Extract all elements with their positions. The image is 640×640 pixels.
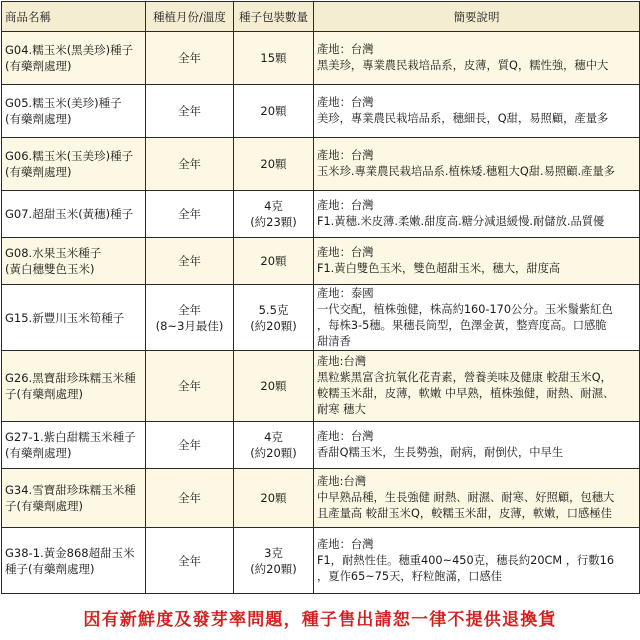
product-name-line: G05.糯玉米(美珍)種子 (5, 96, 122, 110)
quantity-cell (234, 528, 314, 594)
quantity-cell (234, 32, 314, 85)
quantity-line: (約20顆) (250, 561, 297, 576)
table-row (2, 422, 640, 469)
season-cell (146, 351, 234, 422)
product-name-cell (2, 469, 146, 528)
product-name-line: (有藥劑處理) (5, 165, 72, 179)
description-line: 產地:台灣 (317, 355, 366, 368)
description-line: 產地：台灣 (317, 246, 374, 259)
description-line: F1，耐熱性佳。穗重400~450克，穗長約20CM ，行數16 (317, 553, 615, 567)
season-line: 全年 (178, 254, 201, 268)
description-line: 且產量高 較甜玉米Q，較糯玉米甜，皮薄，軟嫩，口感極佳 (317, 507, 612, 520)
quantity-line: 20顆 (260, 157, 287, 171)
season-cell (146, 191, 234, 238)
product-name-line: 子(有藥劑處理) (5, 499, 83, 513)
season-cell (146, 528, 234, 594)
product-name-line: G06.糯玉米(玉美珍)種子 (5, 149, 134, 163)
header-description: 簡要說明 (314, 2, 640, 32)
product-name-line: 種子(有藥劑處理) (5, 561, 95, 576)
description-line: 產地：台灣 (317, 96, 374, 109)
quantity-line: 20顆 (260, 254, 287, 268)
quantity-cell (234, 285, 314, 351)
product-name-cell (2, 285, 146, 351)
table-row (2, 85, 640, 138)
season-cell (146, 32, 234, 85)
quantity-line: (約20顆) (250, 446, 297, 460)
description-cell (314, 528, 640, 594)
product-name-line: G04.糯玉米(黑美珍)種子 (5, 43, 134, 57)
product-name-cell (2, 191, 146, 238)
product-name-line: G08.水果玉米種子 (5, 246, 102, 260)
season-line: 全年 (178, 438, 201, 452)
header-quantity: 種子包裝數量 (234, 2, 314, 32)
quantity-cell (234, 85, 314, 138)
table-body (2, 32, 640, 594)
product-name-cell (2, 238, 146, 285)
quantity-cell (234, 238, 314, 285)
quantity-line: (約23顆) (250, 215, 297, 229)
table-row (2, 528, 640, 594)
table-row (2, 238, 640, 285)
table-row (2, 351, 640, 422)
quantity-line: 20顆 (260, 379, 287, 393)
quantity-cell (234, 191, 314, 238)
header-season: 種植月份/溫度 (146, 2, 234, 32)
quantity-cell (234, 138, 314, 191)
description-line: 一代交配，植株強健，株高約160-170公分。玉米鬚紫紅色 (317, 302, 613, 316)
quantity-cell (234, 351, 314, 422)
season-cell (146, 238, 234, 285)
product-name-line: G07.超甜玉米(黃穗)種子 (5, 207, 134, 221)
season-line: 全年 (178, 553, 201, 568)
description-line: 產地：台灣 (317, 537, 374, 551)
description-line: F1.黃穗.米皮薄.柔嫩.甜度高.糖分減退緩慢.耐儲放.品質優 (317, 215, 605, 228)
quantity-line: (約20顆) (250, 318, 297, 333)
season-line: 全年 (178, 207, 201, 221)
season-cell (146, 469, 234, 528)
description-line: 甜清香 (317, 334, 351, 348)
quantity-line: 5.5克 (258, 302, 289, 317)
product-name-line: (有藥劑處理) (5, 446, 72, 460)
product-name-line: (黃白穗雙色玉米) (5, 262, 95, 276)
description-cell (314, 32, 640, 85)
quantity-line: 3克 (264, 545, 283, 560)
product-name-cell (2, 138, 146, 191)
table-row (2, 138, 640, 191)
description-cell (314, 422, 640, 469)
description-line: 較糯玉米甜，皮薄，軟嫩 中早熟，植株強健，耐熱、耐濕、 (317, 387, 615, 400)
product-name-line: G27-1.紫白甜糯玉米種子 (5, 430, 136, 444)
quantity-line: 4克 (264, 430, 283, 444)
description-line: ，夏作65~75天，籽粒飽滿，口感佳 (317, 569, 503, 583)
description-line: 黑美珍，專業農民栽培品系，皮薄，質Q，糯性強，穗中大 (317, 59, 609, 72)
product-name-line: G38-1.黃金868超甜玉米 (5, 545, 135, 560)
product-name-line: (有藥劑處理) (5, 59, 72, 73)
description-line: ，每株3-5穗。果穗長筒型，色澤金黃，整齊度高。口感脆 (317, 318, 607, 332)
seed-product-table (1, 1, 640, 594)
table-header-row (2, 2, 640, 32)
season-cell (146, 285, 234, 351)
product-name-line: (有藥劑處理) (5, 112, 72, 126)
quantity-line: 20顆 (260, 104, 287, 118)
season-line: 全年 (178, 491, 201, 505)
season-line: 全年 (178, 302, 201, 317)
description-cell (314, 238, 640, 285)
description-cell (314, 285, 640, 351)
table-row (2, 285, 640, 351)
header-product-name: 商品名稱 (2, 2, 146, 32)
quantity-line: 15顆 (260, 51, 287, 65)
quantity-cell (234, 469, 314, 528)
season-line: 全年 (178, 104, 201, 118)
description-line: 中早熟品種，生長強健 耐熱、耐濕、耐寒、好照顧，包穗大 (317, 491, 615, 504)
description-line: 產地：台灣 (317, 199, 374, 212)
no-return-notice: 因有新鮮度及發芽率問題，種子售出請恕一律不提供退換貨 (83, 610, 557, 630)
season-cell (146, 422, 234, 469)
product-name-cell (2, 32, 146, 85)
description-line: 黑粒紫黑富含抗氧化花青素，營養美味及健康 較甜玉米Q， (317, 371, 612, 384)
description-cell (314, 138, 640, 191)
product-name-line: G26.黑寶甜珍珠糯玉米種 (5, 371, 136, 385)
season-line: 全年 (178, 51, 201, 65)
description-cell (314, 191, 640, 238)
product-name-cell (2, 85, 146, 138)
description-line: 產地：台灣 (317, 43, 374, 56)
season-line: (8~3月最佳) (155, 318, 224, 333)
description-line: 玉米珍.專業農民栽培品系.植株矮.穗粗大Q甜.易照顧.產量多 (317, 165, 615, 178)
product-name-cell (2, 422, 146, 469)
description-line: 香甜Q糯玉米，生長勢強，耐病，耐倒伏，中早生 (317, 446, 564, 459)
season-line: 全年 (178, 379, 201, 393)
product-name-line: G34.雪寶甜珍珠糯玉米種 (5, 483, 136, 497)
product-name-cell (2, 351, 146, 422)
season-cell (146, 138, 234, 191)
description-line: 產地:台灣 (317, 475, 366, 488)
description-cell (314, 85, 640, 138)
table-row (2, 469, 640, 528)
quantity-line: 20顆 (260, 491, 287, 505)
description-line: F1.黃白雙色玉米，雙色超甜玉米，穗大，甜度高 (317, 262, 561, 275)
description-cell (314, 469, 640, 528)
product-name-line: 子(有藥劑處理) (5, 387, 83, 401)
product-name-cell (2, 528, 146, 594)
description-line: 產地：台灣 (317, 430, 374, 443)
description-line: 產地：台灣 (317, 149, 374, 162)
product-name-line: G15.新豐川玉米筍種子 (5, 310, 125, 325)
description-line: 產地：泰國 (317, 286, 374, 300)
table-row (2, 32, 640, 85)
season-line: 全年 (178, 157, 201, 171)
description-cell (314, 351, 640, 422)
table-row (2, 191, 640, 238)
quantity-cell (234, 422, 314, 469)
description-line: 美珍，專業農民栽培品系，穗細長，Q甜，易照顧，產量多 (317, 112, 609, 125)
season-cell (146, 85, 234, 138)
quantity-line: 4克 (264, 199, 283, 213)
description-line: 耐寒 穗大 (317, 403, 366, 416)
